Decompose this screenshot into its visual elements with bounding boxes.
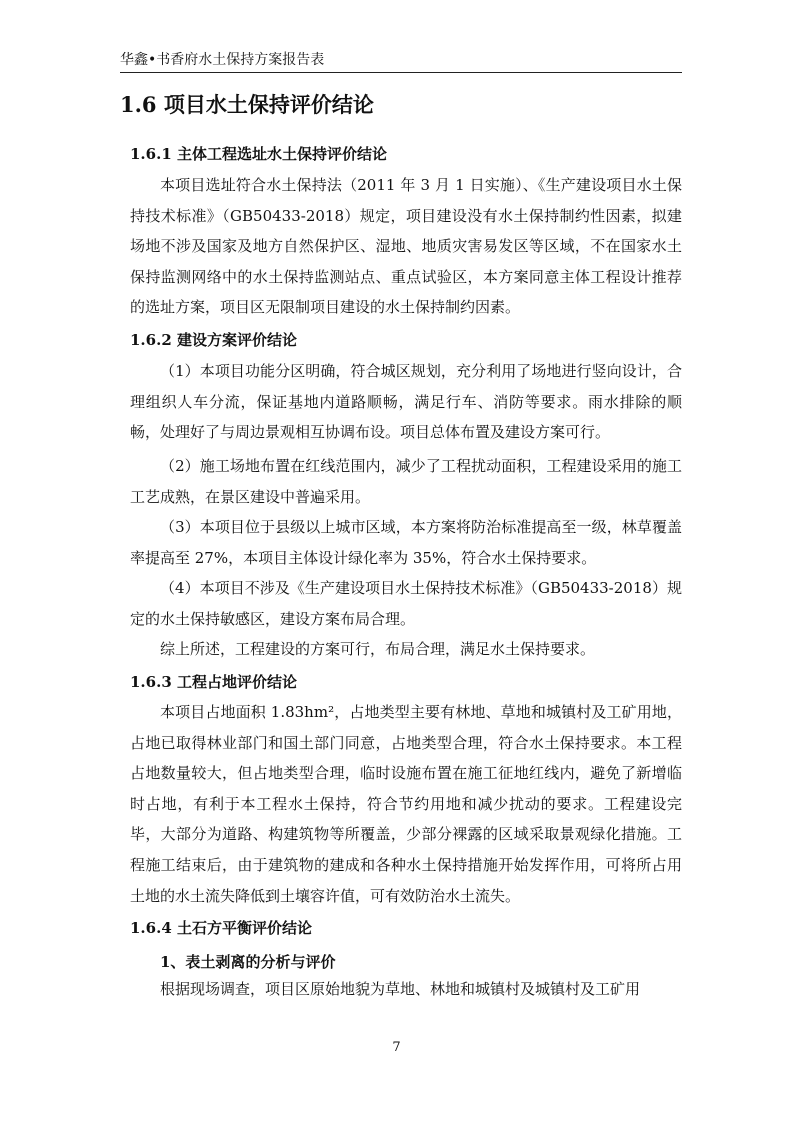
section-heading: 1.6 项目水土保持评价结论 bbox=[120, 92, 374, 117]
paragraph-site-selection: 本项目选址符合水土保持法（2011 年 3 月 1 日实施）、《生产建设项目水土保持技术标准》（GB50433-2018）规定，项目建设没有水土保持制约性因素，拟建场地不涉及国家及地方自然保护区、湿地、地质灾害易发区等区域，不在国家水土保持监测网络中的水土保持监测站点、重点试验区，本方案同意主体工程设计推荐的选址方案，项目区无限制项目建设的水土保持制约因素。 bbox=[130, 176, 682, 317]
subsection-heading-1-6-4: 1.6.4 土石方平衡评价结论 bbox=[130, 919, 312, 937]
subsection-heading-1-6-1: 1.6.1 主体工程选址水土保持评价结论 bbox=[130, 145, 387, 163]
paragraph-plan-item-3: （3）本项目位于县级以上城市区域，本方案将防治标准提高至一级，林草覆盖率提高至 27%，本项目主体设计绿化率为 35%，符合水土保持要求。 bbox=[130, 518, 682, 567]
header-divider bbox=[120, 72, 682, 73]
subsection-heading-1-6-3: 1.6.3 工程占地评价结论 bbox=[130, 673, 297, 691]
paragraph-plan-item-2: （2）施工场地布置在红线范围内，减少了工程扰动面积，工程建设采用的施工工艺成熟，在景区建设中普遍采用。 bbox=[130, 457, 682, 506]
running-header: 华鑫•书香府水土保持方案报告表 bbox=[120, 52, 325, 68]
subsection-heading-1-6-2: 1.6.2 建设方案评价结论 bbox=[130, 331, 297, 349]
paragraph-plan-item-4: （4）本项目不涉及《生产建设项目水土保持技术标准》（GB50433-2018）规定的水土保持敏感区，建设方案布局合理。 bbox=[130, 579, 682, 628]
paragraph-plan-item-1: （1）本项目功能分区明确，符合城区规划，充分利用了场地进行竖向设计，合理组织人车分流，保证基地内道路顺畅，满足行车、消防等要求。雨水排除的顺畅，处理好了与周边景观相互协调布设。项目总体布置及建设方案可行。 bbox=[130, 362, 682, 442]
page-number: 7 bbox=[392, 1040, 401, 1055]
paragraph-topsoil: 根据现场调查，项目区原始地貌为草地、林地和城镇村及城镇村及工矿用 bbox=[160, 980, 641, 998]
paragraph-land-occupation: 本项目占地面积 1.83hm²，占地类型主要有林地、草地和城镇村及工矿用地，占地已取得林业部门和国土部门同意，占地类型合理，符合水土保持要求。本工程占地数量较大，但占地类型合理，临时设施布置在施工征地红线内，避免了新增临时占地，有利于本工程水土保持，符合节约用地和减少扰动的要求。工程建设完毕，大部分为道路、构建筑物等所覆盖，少部分裸露的区域采取景观绿化措施。工程施工结束后，由于建筑物的建成和各种水土保持措施开始发挥作用，可将所占用土地的水土流失降低到土壤容许值，可有效防治水土流失。 bbox=[130, 703, 682, 905]
paragraph-plan-summary: 综上所述，工程建设的方案可行，布局合理，满足水土保持要求。 bbox=[160, 640, 596, 658]
sub-heading-topsoil-stripping: 1、表土剥离的分析与评价 bbox=[160, 953, 336, 971]
